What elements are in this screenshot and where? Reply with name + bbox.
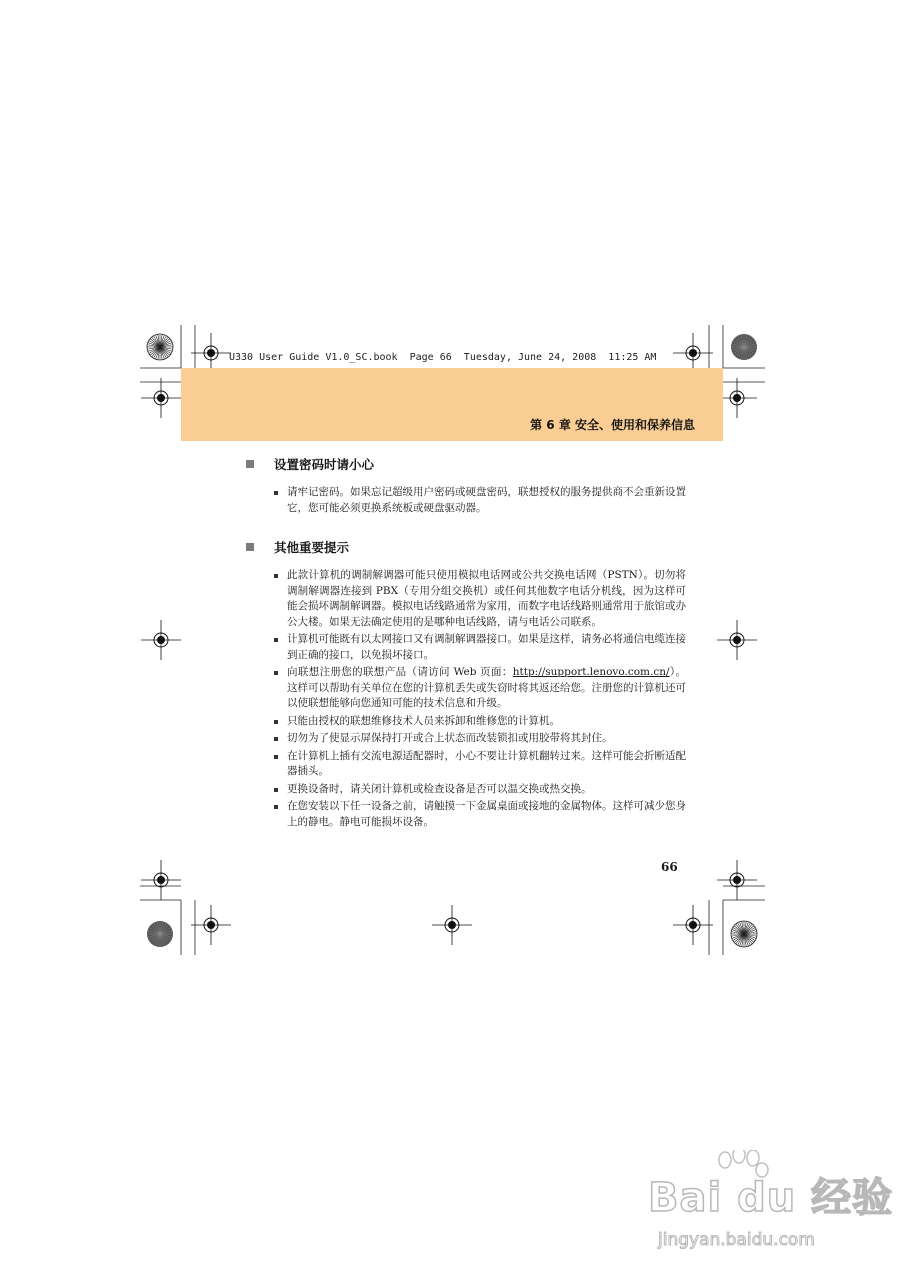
registration-mark-icon bbox=[717, 620, 757, 660]
registration-mark-icon bbox=[191, 333, 231, 373]
bullet-icon bbox=[274, 720, 278, 724]
section-title: 设置密码时请小心 bbox=[274, 457, 375, 472]
chapter-title: 第 6 章 安全、使用和保养信息 bbox=[530, 418, 695, 432]
bullet-icon bbox=[274, 737, 278, 741]
registration-mark-icon bbox=[673, 333, 713, 373]
list-item: 此款计算机的调制解调器可能只使用模拟电话网或公共交换电话网（PSTN）。切勿将调制解调器连接到 PBX（专用分组交换机）或任何其他数字电话分机线，因为这样可能会损坏调制解调器。模拟电话线路通常为家用，而数字电话线路则通常用于旅馆或办公大楼。如果无法确定使用的是哪种电话线路，请与电话公司联系。 bbox=[274, 568, 686, 630]
chapter-header-band bbox=[181, 368, 723, 441]
registration-mark-icon bbox=[432, 905, 472, 945]
section-title: 其他重要提示 bbox=[274, 540, 350, 555]
bullet-icon bbox=[274, 671, 278, 675]
baidu-watermark bbox=[640, 1150, 894, 1270]
list-item: 计算机可能既有以太网接口又有调制解调器接口。如果是这样，请务必将通信电缆连接到正确的接口，以免损坏接口。 bbox=[274, 632, 686, 663]
color-target-icon bbox=[147, 334, 173, 360]
section-heading bbox=[246, 455, 686, 473]
bullet-icon bbox=[274, 574, 278, 578]
bullet-list bbox=[246, 485, 686, 516]
watermark-brand: Bai du 经验 bbox=[648, 1175, 894, 1221]
list-item-register: 向联想注册您的联想产品（请访问 Web 页面：http://support.lenovo.com.cn/）。这样可以帮助有关单位在您的计算机丢失或失窃时将其返还给您。注册您的计算机还可以使联想能够向您通知可能的技术信息和升级。 bbox=[274, 665, 686, 712]
list-item: 在您安装以下任一设备之前，请触摸一下金属桌面或接地的金属物体。这样可减少您身上的静电。静电可能损坏设备。 bbox=[274, 799, 686, 830]
bullet-icon bbox=[274, 638, 278, 642]
color-target-icon bbox=[147, 921, 173, 947]
bullet-icon bbox=[274, 788, 278, 792]
section-square-icon bbox=[246, 543, 254, 551]
registration-mark-icon bbox=[673, 905, 713, 945]
list-item: 更换设备时，请关闭计算机或检查设备是否可以温交换或热交换。 bbox=[274, 782, 686, 798]
registration-mark-icon bbox=[141, 620, 181, 660]
list-item: 请牢记密码。如果忘记超级用户密码或硬盘密码，联想授权的服务提供商不会重新设置它，您可能必须更换系统板或硬盘驱动器。 bbox=[274, 485, 686, 516]
registration-mark-icon bbox=[141, 378, 181, 418]
registration-mark-icon bbox=[191, 905, 231, 945]
section-square-icon bbox=[246, 460, 254, 468]
bullet-icon bbox=[274, 805, 278, 809]
bullet-list bbox=[246, 568, 686, 830]
list-item: 在计算机上插有交流电源适配器时，小心不要让计算机翻转过来。这样可能会折断适配器插头。 bbox=[274, 749, 686, 780]
book-file-header: U330 User Guide V1.0_SC.book Page 66 Tuesday, June 24, 2008 11:25 AM bbox=[229, 352, 657, 363]
page-number: 66 bbox=[661, 860, 678, 874]
section-password-caution bbox=[246, 455, 686, 516]
color-target-icon bbox=[731, 921, 757, 947]
section-heading bbox=[246, 538, 686, 556]
registration-mark-icon bbox=[717, 378, 757, 418]
page-content bbox=[246, 455, 686, 852]
watermark-url: jingyan.baidu.com bbox=[658, 1230, 815, 1250]
registration-mark-icon bbox=[717, 860, 757, 900]
support-link[interactable]: http://support.lenovo.com.cn/ bbox=[512, 666, 670, 678]
bullet-icon bbox=[274, 755, 278, 759]
list-item: 切勿为了使显示屏保持打开或合上状态而改装锁扣或用胶带将其封住。 bbox=[274, 731, 686, 747]
section-other-tips bbox=[246, 538, 686, 830]
bullet-icon bbox=[274, 491, 278, 495]
color-target-icon bbox=[731, 334, 757, 360]
list-item: 只能由授权的联想维修技术人员来拆卸和维修您的计算机。 bbox=[274, 714, 686, 730]
registration-mark-icon bbox=[141, 860, 181, 900]
